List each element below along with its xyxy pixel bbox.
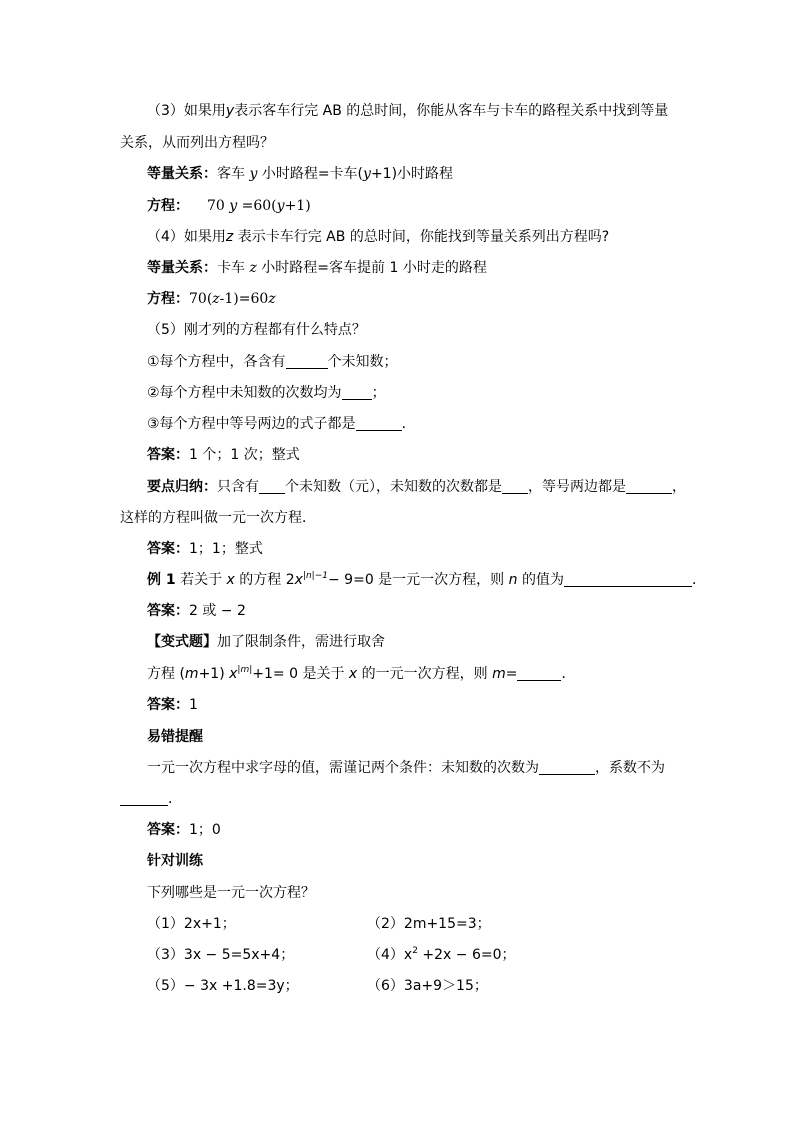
example-b: 的方程 2 [234, 572, 295, 588]
summary-c: ，等号两边都是 [528, 479, 626, 495]
mistake-title: 易错提醒 [147, 729, 203, 745]
answer-blank[interactable] [342, 385, 372, 400]
q5-item2-a: ②每个方程中未知数的次数均为 [147, 385, 342, 401]
q3-eq-b: =60( [237, 198, 277, 214]
answer-label: 答案： [147, 447, 189, 463]
q3-rest: 表示客车行完 AB 的总时间，你能从客车与卡车的路程关系中找到等量 [234, 103, 669, 119]
q4-relation-label: 等量关系： [147, 260, 217, 276]
answer-blank[interactable] [517, 666, 561, 681]
q3-equation-label: 方程： [147, 198, 189, 214]
training-item-3: （3）3x − 5=5x+4； [147, 947, 295, 963]
q5-item-2 [147, 383, 386, 403]
answer-text: 1；1；整式 [189, 541, 263, 557]
exponent-abs-m: |m| [237, 665, 253, 675]
answer-text: 1 个；1 次；整式 [189, 447, 300, 463]
q3-var: y [225, 103, 235, 119]
q4-prefix: （4）如果用 [147, 229, 226, 245]
q5-item3-b: ． [401, 416, 416, 432]
q4-eq-var: z [212, 291, 220, 307]
example-var-x: x [226, 572, 235, 588]
answer-blank[interactable] [626, 479, 672, 494]
training-item-2: （2）2m+15=3； [367, 916, 491, 932]
q3-equation [147, 196, 311, 216]
example-var-x-power: $x^{|n|-1}$ [294, 571, 328, 588]
example-label: 例 1 [147, 572, 176, 588]
q4-var: z [225, 229, 234, 245]
variant-eq-d: 的一元一次方程，则 [357, 666, 493, 682]
training-item-6: （6）3a+9＞15； [367, 978, 488, 994]
variant-eq-c: +1= 0 是关于 [252, 666, 349, 682]
training-item-4 [367, 945, 516, 965]
training-question: 下列哪些是一元一次方程？ [147, 885, 315, 901]
variant-eq-e: = [505, 666, 518, 682]
summary-b: 个未知数（元），未知数的次数都是 [285, 479, 502, 495]
q4-relation-var: z [249, 260, 257, 276]
q3-relation-var2: y [363, 166, 371, 182]
q4-relation [147, 258, 487, 278]
q5-answer [147, 445, 300, 465]
q3-relation-label: 等量关系： [147, 166, 217, 182]
q4-question [147, 227, 609, 247]
training-title: 针对训练 [147, 853, 203, 869]
variant-var-x: x [229, 666, 238, 682]
mistake-text-c: ． [168, 791, 182, 807]
training-item-5: （5）− 3x +1.8=3y； [147, 978, 299, 994]
q3-eq-var2: y [276, 198, 285, 214]
mistake-answer [147, 820, 221, 840]
mistake-text [147, 758, 665, 778]
summary-d: ， [672, 479, 686, 495]
training-item-1: （1）2x+1； [147, 916, 236, 932]
q4-relation-b: 小时路程=客车提前 1 小时走的路程 [256, 260, 487, 276]
summary-answer [147, 539, 263, 559]
variant-answer [147, 695, 198, 715]
q3-relation-b: 小时路程=卡车( [257, 166, 364, 182]
answer-blank[interactable] [120, 791, 168, 806]
q3-relation-var: y [249, 166, 258, 182]
variant-var-x2: x [348, 666, 358, 682]
q3-prefix: （3）如果用 [147, 103, 226, 119]
mistake-text-b: ，系数不为 [595, 760, 665, 776]
q3-eq-a: 70 [207, 198, 230, 214]
training-item4-a: （4）x [367, 947, 413, 963]
example-var-n: n [508, 572, 518, 588]
variant-var-m: m [184, 666, 199, 682]
answer-text: 2 或 − 2 [189, 603, 246, 619]
answer-blank[interactable] [356, 416, 402, 431]
answer-blank[interactable] [286, 354, 328, 369]
q4-equation [147, 289, 276, 309]
variant-eq-f: ． [561, 666, 576, 682]
answer-blank[interactable] [502, 479, 528, 494]
q3-question [147, 101, 668, 121]
answer-text: 1 [189, 697, 198, 713]
variant-eq-a: 方程 ( [147, 666, 185, 682]
q3-question-line2: 关系，从而列出方程吗？ [120, 135, 274, 151]
summary-label: 要点归纳： [147, 479, 217, 495]
example-f: ． [691, 572, 706, 588]
variant-eq-b: +1) [198, 666, 230, 682]
answer-label: 答案： [147, 697, 189, 713]
answer-label: 答案： [147, 603, 189, 619]
answer-blank[interactable] [259, 479, 285, 494]
summary-a: 只含有 [217, 479, 259, 495]
example-e: 的值为 [517, 572, 564, 588]
answer-label: 答案： [147, 541, 189, 557]
q3-eq-c: +1) [284, 198, 311, 214]
q5-item1-a: ①每个方程中，各含有 [147, 354, 286, 370]
q5-item-3 [147, 414, 416, 434]
training-item4-b: +2x − 6=0； [417, 947, 516, 963]
variant-equation [147, 664, 575, 684]
answer-blank[interactable] [539, 760, 595, 775]
summary-line2: 这样的方程叫做一元一次方程． [120, 510, 316, 526]
answer-blank[interactable] [564, 572, 692, 587]
q4-equation-label: 方程： [147, 291, 189, 307]
q3-equation-expr [207, 198, 311, 214]
q4-equation-expr [189, 291, 276, 307]
exponent-abs-n: |n| [302, 571, 315, 581]
q3-relation-c: +1)小时路程 [370, 166, 454, 182]
mistake-text-a: 一元一次方程中求字母的值，需谨记两个条件：未知数的次数为 [147, 760, 539, 776]
q5-item-1 [147, 352, 398, 372]
q3-relation [147, 164, 453, 184]
example-d: − 9=0 是一元一次方程，则 [328, 572, 509, 588]
variant-title [147, 632, 385, 652]
q4-relation-a: 卡车 [217, 260, 250, 276]
example-1 [147, 570, 706, 590]
q5-item1-b: 个未知数； [327, 354, 398, 370]
q4-rest: 表示卡车行完 AB 的总时间，你能找到等量关系列出方程吗? [233, 229, 610, 245]
q5-item3-a: ③每个方程中等号两边的式子都是 [147, 416, 356, 432]
exponent-2: 2 [412, 946, 418, 956]
example-1-answer [147, 601, 246, 621]
variant-label: 【变式题】 [147, 634, 217, 650]
summary [147, 477, 686, 497]
q4-eq-a: 70( [189, 291, 213, 307]
q5-item2-b: ； [371, 385, 386, 401]
exponent-minus-1: −1 [314, 571, 328, 581]
variant-var-m2: m [492, 666, 506, 682]
q4-eq-b: -1)=60 [219, 291, 269, 307]
variant-text: 加了限制条件，需进行取舍 [217, 634, 385, 650]
answer-label: 答案： [147, 822, 189, 838]
answer-text: 1；0 [189, 822, 221, 838]
q5-question: （5）刚才列的方程都有什么特点？ [147, 322, 366, 338]
mistake-text-line2 [120, 789, 182, 809]
q3-eq-var: y [229, 198, 238, 214]
example-a: 若关于 [175, 572, 227, 588]
q4-eq-var2: z [268, 291, 276, 307]
q3-relation-a: 客车 [217, 166, 250, 182]
